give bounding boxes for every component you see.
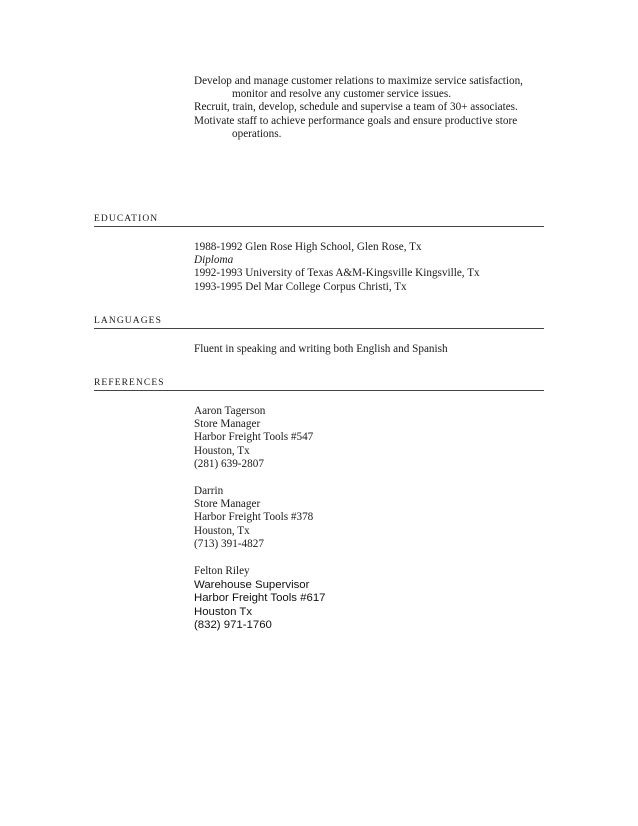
education-line: 1988-1992 Glen Rose High School, Glen Rose, Tx: [194, 241, 422, 253]
languages-line: Fluent in speaking and writing both English and Spanish: [194, 343, 448, 355]
reference-entry: [194, 565, 554, 632]
reference-company: Harbor Freight Tools #547: [194, 431, 314, 444]
reference-phone: (832) 971-1760: [194, 618, 272, 631]
reference-location: Houston, Tx: [194, 524, 250, 537]
reference-name: Aaron Tagerson: [194, 405, 266, 417]
experience-duties: [194, 75, 554, 141]
references-list: [194, 405, 554, 646]
reference-name: Felton Riley: [194, 565, 250, 578]
education-line: 1992-1993 University of Texas A&M-Kingsville Kingsville, Tx: [194, 267, 480, 280]
education-degree: Diploma: [194, 254, 234, 267]
education-line: 1993-1995 Del Mar College Corpus Christi, Tx: [194, 280, 407, 293]
languages-text: [194, 343, 554, 356]
reference-phone: (281) 639-2807: [194, 457, 264, 470]
education-heading: EDUCATION: [94, 213, 544, 227]
reference-company: Harbor Freight Tools #378: [194, 511, 314, 524]
duty-item: Motivate staff to achieve performance goals and ensure productive store operations.: [194, 114, 518, 140]
duty-item: Develop and manage customer relations to maximize service satisfaction, monitor and resolve any customer service issues.: [194, 75, 523, 101]
reference-entry: [194, 405, 554, 471]
reference-location: Houston Tx: [194, 605, 253, 618]
reference-location: Houston, Tx: [194, 444, 250, 457]
references-heading: REFERENCES: [94, 377, 544, 391]
reference-title: Store Manager: [194, 498, 261, 511]
reference-company: Harbor Freight Tools #617: [194, 592, 326, 605]
reference-entry: [194, 485, 554, 551]
education-list: [194, 241, 554, 294]
reference-phone: (713) 391-4827: [194, 537, 264, 550]
reference-title: Warehouse Supervisor: [194, 579, 310, 592]
duty-item: Recruit, train, develop, schedule and supervise a team of 30+ associates.: [194, 101, 518, 114]
reference-title: Store Manager: [194, 418, 261, 431]
languages-heading: LANGUAGES: [94, 315, 544, 329]
reference-name: Darrin: [194, 485, 224, 498]
